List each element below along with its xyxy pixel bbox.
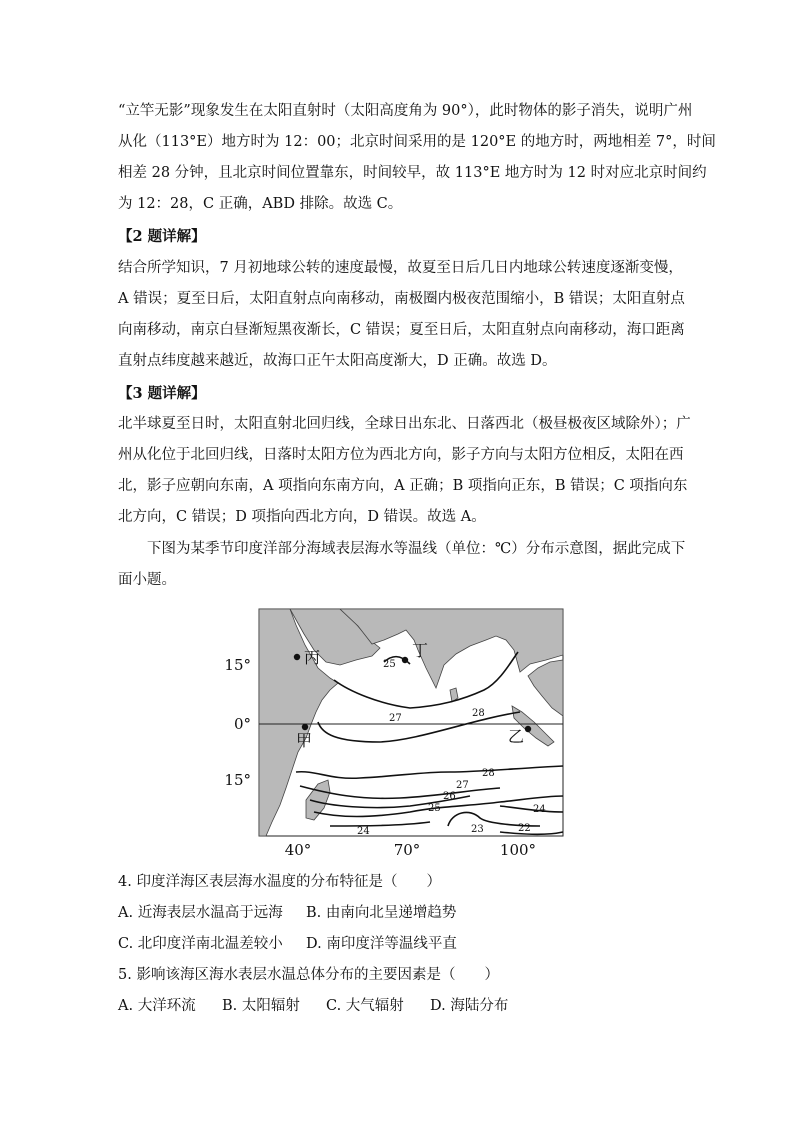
section-heading: 【2 题详解】 (118, 228, 206, 245)
place-label: 甲 (296, 731, 313, 750)
isotherm-label: 26 (443, 791, 456, 802)
place-dot (302, 724, 308, 730)
question-option: A. 大洋环流 (118, 998, 196, 1014)
isotherm-label: 23 (471, 824, 484, 835)
latitude-label: 0° (233, 715, 251, 733)
paragraph-line: 州从化位于北回归线，日落时太阳方位为西北方向，影子方向与太阳方位相反，太阳在西 (118, 447, 684, 463)
isotherm-label: 22 (518, 823, 531, 834)
paragraph-line: 相差 28 分钟，且北京时间位置靠东，时间较早，故 113°E 地方时为 12 时对应北京时间约 (118, 165, 707, 181)
isotherm-label: 27 (456, 780, 469, 791)
question-option: B. 由南向北呈递增趋势 (306, 905, 457, 921)
paragraph-line: 下图为某季节印度洋部分海域表层海水等温线（单位：℃）分布示意图，据此完成下 (118, 541, 686, 557)
paragraph-line: “立竿无影”现象发生在太阳直射时（太阳高度角为 90°），此时物体的影子消失，说明广州 (118, 103, 693, 119)
isotherm-label: 24 (357, 826, 370, 837)
paragraph-line: 向南移动，南京白昼渐短黑夜渐长，C 错误；夏至日后，太阳直射点向南移动，海口距离 (118, 322, 685, 338)
paragraph-line: 结合所学知识，7 月初地球公转的速度最慢，故夏至日后几日内地球公转速度逐渐变慢， (118, 260, 683, 276)
longitude-label: 70° (393, 841, 421, 859)
isotherm-label: 27 (389, 713, 402, 724)
question-option: D. 南印度洋等温线平直 (306, 936, 457, 952)
isotherm-label: 28 (472, 708, 485, 719)
question-stem: 4. 印度洋海区表层海水温度的分布特征是（ ） (118, 874, 441, 890)
section-heading: 【3 题详解】 (118, 385, 206, 402)
paragraph-line: 北，影子应朝向东南，A 项指向东南方向，A 正确；B 项指向正东，B 错误；C 项指向东 (118, 478, 688, 494)
isotherm-label: 28 (482, 768, 495, 779)
question-stem: 5. 影响该海区海水表层水温总体分布的主要因素是（ ） (118, 967, 499, 983)
isotherm-label: 25 (428, 803, 441, 814)
longitude-label: 40° (284, 841, 312, 859)
paragraph-line: 直射点纬度越来越近，故海口正午太阳高度渐大，D 正确。故选 D。 (118, 353, 557, 369)
place-dot (294, 654, 300, 660)
place-dot (525, 726, 531, 732)
place-label: 丙 (304, 648, 321, 667)
isotherm-label: 25 (383, 659, 396, 670)
paragraph-line: 北方向，C 错误；D 项指向西北方向，D 错误。故选 A。 (118, 509, 486, 525)
latitude-label: 15° (224, 771, 251, 789)
question-option: C. 北印度洋南北温差较小 (118, 936, 283, 952)
question-option: A. 近海表层水温高于远海 (118, 905, 283, 921)
place-dot (402, 657, 408, 663)
place-label: 丁 (412, 641, 429, 660)
paragraph-line: 面小题。 (118, 572, 176, 588)
latitude-label: 15° (224, 656, 251, 674)
paragraph-line: 北半球夏至日时，太阳直射北回归线，全球日出东北、日落西北（极昼极夜区域除外）；广 (118, 416, 691, 432)
paragraph-line: 从化（113°E）地方时为 12：00；北京时间采用的是 120°E 的地方时，两地相差 7°，时间 (118, 134, 716, 150)
paragraph-line: 为 12：28，C 正确，ABD 排除。故选 C。 (118, 196, 403, 212)
question-option: D. 海陆分布 (430, 998, 509, 1014)
longitude-label: 100° (499, 841, 537, 859)
question-option: C. 大气辐射 (326, 998, 404, 1014)
question-option: B. 太阳辐射 (222, 998, 300, 1014)
paragraph-line: A 错误；夏至日后，太阳直射点向南移动，南极圈内极夜范围缩小，B 错误；太阳直射点 (118, 291, 685, 307)
place-label: 乙 (508, 727, 525, 746)
isotherm-label: 24 (533, 804, 546, 815)
